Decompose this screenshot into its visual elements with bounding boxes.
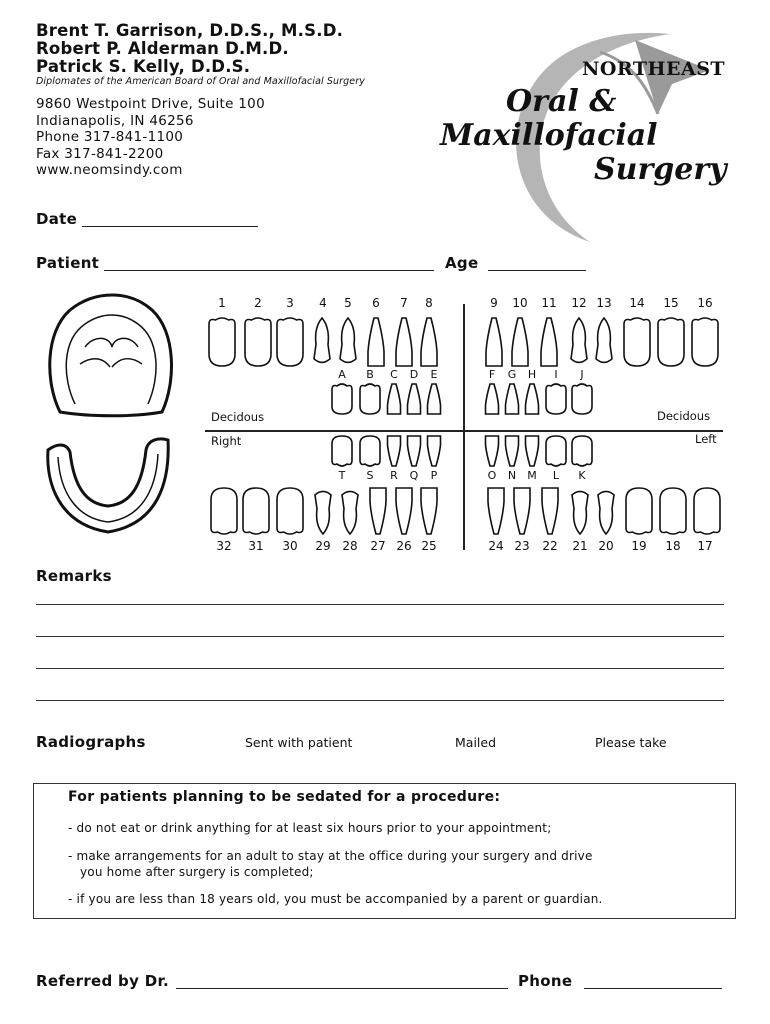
tooth-icon[interactable] — [421, 318, 437, 366]
date-field[interactable] — [82, 226, 258, 227]
deciduous-letter: D — [409, 368, 419, 381]
deciduous-letter: R — [390, 469, 398, 482]
deciduous-letter: T — [338, 469, 346, 482]
deciduous-letter: E — [430, 368, 438, 381]
deciduous-letter: M — [527, 469, 537, 482]
tooth-number: 12 — [571, 296, 587, 310]
tooth-icon[interactable] — [692, 318, 718, 366]
tooth-icon[interactable] — [243, 488, 269, 534]
logo-northeast: NORTHEAST — [582, 58, 726, 80]
deciduous-letter: F — [488, 368, 496, 381]
tooth-icon[interactable] — [694, 488, 720, 534]
age-label: Age — [445, 254, 479, 272]
tooth-icon[interactable] — [514, 488, 530, 534]
deciduous-letter: H — [527, 368, 537, 381]
logo-oral: Oral & — [506, 84, 617, 119]
phone-label: Phone — [518, 972, 573, 990]
tooth-number: 31 — [248, 539, 264, 553]
address-block — [36, 96, 265, 179]
tooth-icon[interactable] — [245, 318, 271, 366]
tooth-number: 4 — [319, 296, 327, 310]
right-side-label: Right — [211, 434, 242, 448]
radiograph-option-sent[interactable]: Sent with patient — [245, 735, 353, 750]
tooth-icon[interactable] — [598, 491, 614, 534]
patient-label: Patient — [36, 254, 100, 272]
tooth-icon[interactable] — [486, 384, 499, 414]
deciduous-letter: S — [366, 469, 374, 482]
sedation-item-minor: - if you are less than 18 years old, you must be accompanied by a parent or guardian. — [68, 892, 603, 906]
tooth-icon[interactable] — [542, 488, 558, 534]
remarks-label: Remarks — [36, 567, 112, 585]
patient-field[interactable] — [104, 270, 434, 271]
sedation-item-adult-cont: you home after surgery is completed; — [80, 865, 314, 879]
tooth-icon[interactable] — [332, 436, 352, 466]
remarks-line[interactable] — [36, 604, 724, 605]
tooth-icon[interactable] — [340, 318, 356, 362]
tooth-number: 20 — [598, 539, 614, 553]
tooth-number: 25 — [421, 539, 437, 553]
tooth-icon[interactable] — [526, 384, 539, 414]
date-label: Date — [36, 210, 78, 228]
deciduous-letter: Q — [409, 469, 419, 482]
tooth-number: 3 — [286, 296, 294, 310]
deciduous-letter: K — [578, 469, 586, 482]
tooth-icon[interactable] — [388, 436, 401, 466]
sedation-item-adult: - make arrangements for an adult to stay at the office during your surgery and drive — [68, 849, 593, 863]
doctor-name-2: Robert P. Alderman D.M.D. — [36, 39, 289, 58]
tooth-icon[interactable] — [360, 436, 380, 466]
tooth-icon[interactable] — [572, 436, 592, 466]
tooth-icon[interactable] — [277, 318, 303, 366]
radiograph-option-mailed[interactable]: Mailed — [455, 735, 497, 750]
tooth-icon[interactable] — [277, 488, 303, 534]
logo-maxillofacial: Maxillofacial — [440, 118, 658, 153]
deciduous-letter: N — [507, 469, 517, 482]
tooth-number: 28 — [342, 539, 358, 553]
tooth-icon[interactable] — [388, 384, 401, 414]
deciduous-letter: C — [390, 368, 398, 381]
age-field[interactable] — [488, 270, 586, 271]
tooth-icon[interactable] — [572, 384, 592, 414]
tooth-number: 27 — [370, 539, 386, 553]
radiograph-option-please-take[interactable]: Please take — [595, 735, 667, 750]
deciduous-label-left: Decidous — [657, 409, 711, 423]
upper-arch-diagram — [40, 292, 180, 426]
tooth-icon[interactable] — [396, 488, 412, 534]
remarks-line[interactable] — [36, 700, 724, 701]
deciduous-letter: O — [487, 469, 497, 482]
remarks-line[interactable] — [36, 636, 724, 637]
tooth-number: 17 — [697, 539, 713, 553]
tooth-number: 30 — [282, 539, 298, 553]
tooth-icon[interactable] — [209, 318, 235, 366]
sedation-notice-box — [33, 783, 736, 919]
practice-logo — [440, 22, 740, 247]
tooth-icon[interactable] — [624, 318, 650, 366]
tooth-icon[interactable] — [546, 384, 566, 414]
tooth-number: 23 — [514, 539, 530, 553]
tooth-number: 32 — [216, 539, 232, 553]
tooth-icon[interactable] — [486, 318, 502, 366]
deciduous-letter: P — [430, 469, 438, 482]
remarks-line[interactable] — [36, 668, 724, 669]
tooth-icon[interactable] — [314, 318, 330, 362]
deciduous-letter: A — [338, 368, 346, 381]
upper-arch-icon — [40, 292, 180, 422]
teeth-drawings — [205, 296, 735, 556]
deciduous-letter: L — [552, 469, 560, 482]
tooth-icon[interactable] — [526, 436, 539, 466]
tooth-number: 16 — [697, 296, 713, 310]
tooth-icon[interactable] — [488, 488, 504, 534]
tooth-icon[interactable] — [342, 491, 358, 534]
deciduous-letter: J — [580, 368, 584, 381]
lower-arch-icon — [38, 432, 178, 542]
tooth-number: 11 — [541, 296, 557, 310]
deciduous-letter: B — [366, 368, 374, 381]
address-city: Indianapolis, IN 46256 — [36, 112, 194, 129]
tooth-icon[interactable] — [571, 318, 587, 362]
tooth-icon[interactable] — [211, 488, 237, 534]
address-phone: Phone 317-841-1100 — [36, 129, 184, 145]
tooth-icon[interactable] — [486, 436, 499, 466]
tooth-number: 24 — [488, 539, 504, 553]
deciduous-letter: I — [554, 368, 558, 381]
tooth-number: 26 — [396, 539, 412, 553]
tooth-number: 22 — [542, 539, 558, 553]
referred-by-label: Referred by Dr. — [36, 972, 169, 990]
tooth-icon[interactable] — [421, 488, 437, 534]
tooth-number: 18 — [665, 539, 681, 553]
tooth-number: 2 — [254, 296, 262, 310]
tooth-number: 15 — [663, 296, 679, 310]
tooth-number: 14 — [629, 296, 645, 310]
tooth-icon[interactable] — [546, 436, 566, 466]
address-website: www.neomsindy.com — [36, 162, 183, 178]
sedation-item-fasting: - do not eat or drink anything for at least six hours prior to your appointment; — [68, 821, 552, 835]
doctor-name-3: Patrick S. Kelly, D.D.S. — [36, 57, 251, 76]
referred-by-field[interactable] — [176, 988, 508, 989]
tooth-icon[interactable] — [658, 318, 684, 366]
tooth-icon[interactable] — [408, 384, 421, 414]
tooth-icon[interactable] — [396, 318, 412, 366]
diplomates-text: Diplomates of the American Board of Oral and Maxillofacial Surgery — [36, 76, 365, 87]
tooth-icon[interactable] — [506, 384, 519, 414]
tooth-icon[interactable] — [660, 488, 686, 534]
tooth-number: 6 — [372, 296, 380, 310]
tooth-number: 9 — [490, 296, 498, 310]
left-side-label: Left — [695, 432, 717, 446]
tooth-number: 5 — [344, 296, 352, 310]
tooth-icon[interactable] — [428, 384, 441, 414]
tooth-icon[interactable] — [408, 436, 421, 466]
tooth-icon[interactable] — [368, 318, 384, 366]
tooth-number: 8 — [425, 296, 433, 310]
phone-field[interactable] — [584, 988, 722, 989]
tooth-icon[interactable] — [572, 491, 588, 534]
lower-arch-diagram — [38, 432, 178, 546]
tooth-number: 10 — [512, 296, 528, 310]
tooth-number: 19 — [631, 539, 647, 553]
sedation-notice-title: For patients planning to be sedated for a procedure: — [68, 789, 501, 805]
tooth-number: 21 — [572, 539, 588, 553]
tooth-icon[interactable] — [596, 318, 612, 362]
tooth-icon[interactable] — [332, 384, 352, 414]
address-fax: Fax 317-841-2200 — [36, 145, 164, 162]
tooth-chart — [205, 296, 735, 556]
tooth-icon[interactable] — [626, 488, 652, 534]
address-street: 9860 Westpoint Drive, Suite 100 — [36, 96, 265, 112]
doctor-name-1: Brent T. Garrison, D.D.S., M.S.D. — [36, 21, 344, 40]
tooth-icon[interactable] — [360, 384, 380, 414]
logo-surgery: Surgery — [594, 152, 727, 187]
tooth-number: 7 — [400, 296, 408, 310]
tooth-number: 1 — [218, 296, 226, 310]
deciduous-letter: G — [507, 368, 517, 381]
deciduous-label-right: Decidous — [211, 410, 265, 424]
radiographs-label: Radiographs — [36, 733, 146, 751]
tooth-icon[interactable] — [541, 318, 557, 366]
tooth-number: 29 — [315, 539, 331, 553]
tooth-number: 13 — [596, 296, 612, 310]
tooth-icon[interactable] — [428, 436, 441, 466]
tooth-icon[interactable] — [506, 436, 519, 466]
tooth-icon[interactable] — [315, 491, 331, 534]
tooth-icon[interactable] — [370, 488, 386, 534]
tooth-icon[interactable] — [512, 318, 528, 366]
